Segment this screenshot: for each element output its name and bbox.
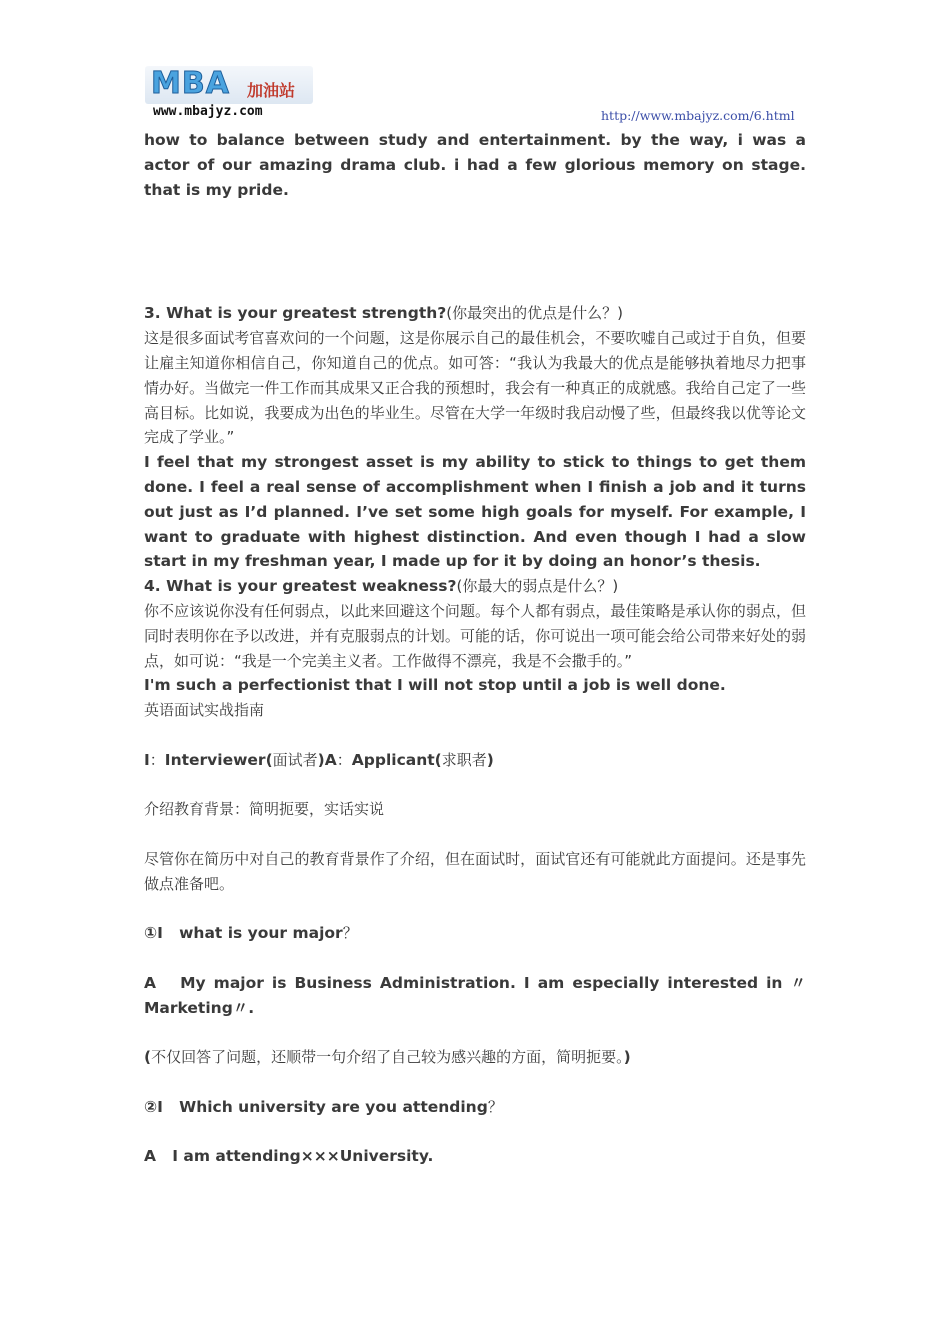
- qa2-question-mark: ？: [487, 1097, 503, 1116]
- qa1-answer-label: A: [144, 973, 156, 992]
- section-title: 介绍教育背景：简明扼要，实话实说: [144, 800, 385, 819]
- q3-heading: [144, 301, 806, 326]
- qa1-question-text: what is your major: [179, 924, 343, 943]
- legend-line: I：Interviewer(面试者)A：Applicant(求职者): [144, 750, 494, 769]
- spacer: [144, 822, 806, 847]
- guide-title: 英语面试实战指南: [144, 701, 265, 720]
- spacer: [144, 773, 806, 798]
- qa2-answer-text: I am attending×××University.: [172, 1147, 434, 1166]
- q4-heading: [144, 574, 806, 599]
- qa1-note: [144, 1045, 806, 1070]
- qa2-question-text: Which university are you attending: [179, 1097, 488, 1116]
- legend-a-text: Applicant(: [351, 750, 442, 769]
- spacer: [144, 1021, 806, 1046]
- spacer: [144, 1120, 806, 1145]
- legend-i-cn: 面试者: [272, 750, 318, 769]
- intro-paragraph: how to balance between study and entertainment. by the way, i was a actor of our amazing drama club. i had a few glorious memory on stage. that is my pride.: [144, 131, 806, 199]
- section-intro: 尽管你在简历中对自己的教育背景作了介绍，但在面试时，面试官还有可能就此方面提问。还是事先做点准备吧。: [144, 849, 806, 893]
- document-body: [144, 128, 806, 1169]
- spacer: [144, 897, 806, 922]
- qa1-note-open: (: [144, 1048, 152, 1067]
- qa1-question: [144, 921, 806, 946]
- qa1-note-close: ): [623, 1048, 631, 1067]
- qa2-question-number: ②I: [144, 1097, 163, 1116]
- q3-title-en: 3. What is your greatest strength?: [144, 304, 447, 323]
- qa2-answer-label: A: [144, 1147, 156, 1166]
- qa1-question-mark: ？: [342, 924, 358, 943]
- spacer: [144, 723, 806, 748]
- spacer: [144, 202, 806, 301]
- legend-a-cn: 求职者: [441, 750, 487, 769]
- logo-url: www.mbajyz.com: [153, 104, 263, 119]
- q3-title-cn: (你最突出的优点是什么？): [446, 304, 623, 323]
- legend-i-label: I: [144, 750, 150, 769]
- spacer: [144, 946, 806, 971]
- legend-a-label: )A: [317, 750, 337, 769]
- qa2-answer: [144, 1144, 806, 1169]
- q4-advice: 你不应该说你没有任何弱点，以此来回避这个问题。每个人都有弱点，最佳策略是承认你的弱点，但同时表明你在予以改进，并有克服弱点的计划。可能的话，你可说出一项可能会给公司带来好处的弱点，如可说：“我是一个完美主义者。工作做得不漂亮，我是不会撒手的。”: [144, 601, 806, 670]
- q4-title-cn: (你最大的弱点是什么？): [456, 577, 619, 596]
- mba-logo: [145, 66, 313, 124]
- qa1-question-number: ①I: [144, 924, 163, 943]
- qa1-answer: [144, 971, 806, 1021]
- q4-answer: I'm such a perfectionist that I will not stop until a job is well done.: [144, 676, 726, 695]
- header-link[interactable]: http://www.mbajyz.com/6.html: [601, 108, 795, 123]
- q4-title-en: 4. What is your greatest weakness?: [144, 577, 457, 596]
- q3-advice: 这是很多面试考官喜欢问的一个问题，这是你展示自己的最佳机会，不要吹嘘自己或过于自负，但要让雇主知道你相信自己，你知道自己的优点。如可答：“我认为我最大的优点是能够执着地尽力把事情办好。当做完一件工作而其成果又正合我的预想时，我会有一种真正的成就感。我给自己定了一些高目标。比如说，我要成为出色的毕业生。尽管在大学一年级时我启动慢了些，但最终我以优等论文完成了学业。”: [144, 329, 806, 447]
- q3-answer: I feel that my strongest asset is my ability to stick to things to get them done. I feel a real sense of accomplishment when I finish a job and it turns out just as I’d planned. I’ve set some high goals for myself. For example, I want to graduate with highest distinction. And even though I had a slow start in my freshman year, I made up for it by doing an honor’s thesis.: [144, 453, 806, 571]
- qa1-note-text: 不仅回答了问题，还顺带一句介绍了自己较为感兴趣的方面，简明扼要。: [151, 1048, 624, 1067]
- qa2-question: [144, 1095, 806, 1120]
- qa1-answer-text: My major is Business Administration. I am especially interested in 〃Marketing〃.: [144, 973, 806, 1017]
- logo-mark: MBA: [151, 66, 230, 101]
- logo-chinese-text: 加油站: [247, 81, 296, 100]
- legend-close: ): [486, 750, 494, 769]
- legend-i-text: Interviewer(: [164, 750, 273, 769]
- spacer: [144, 1070, 806, 1095]
